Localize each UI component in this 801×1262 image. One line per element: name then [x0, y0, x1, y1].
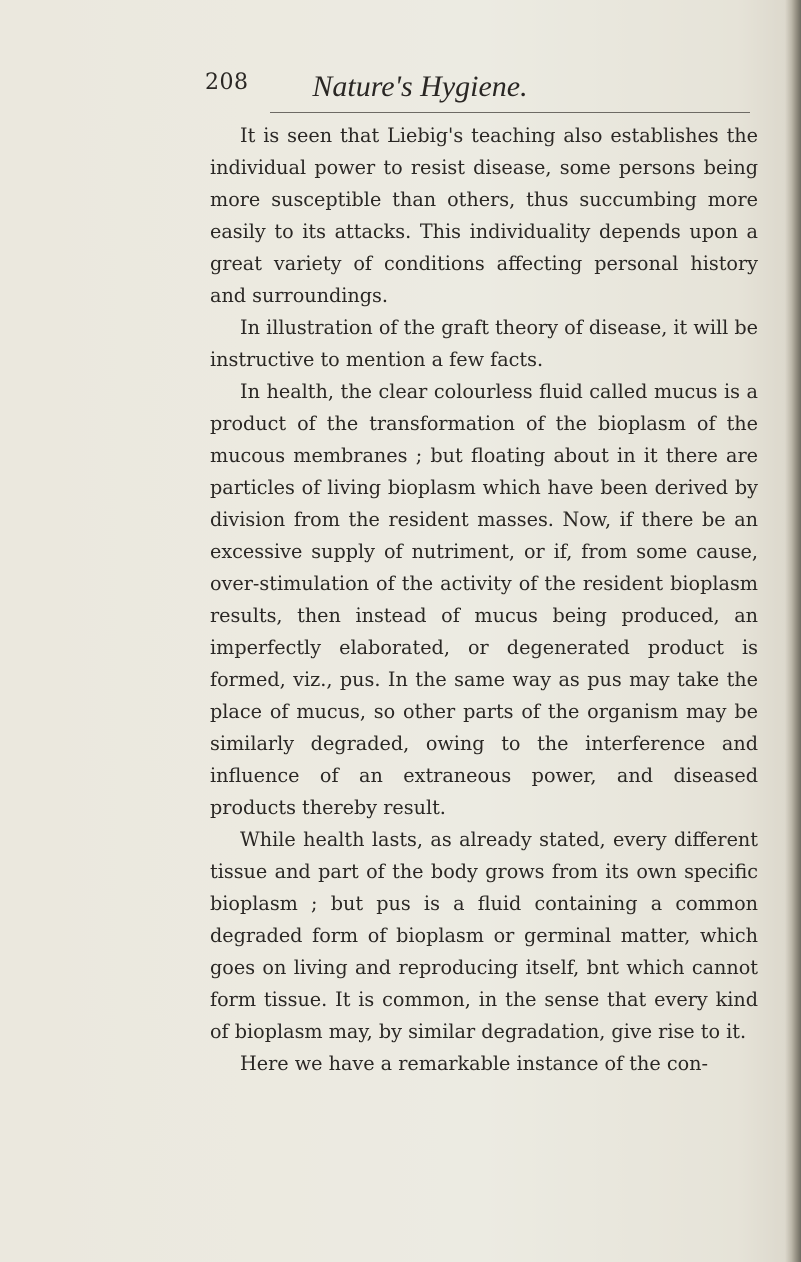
- paragraph-continuation: Here we have a remarkable instance of the con-: [240, 1052, 708, 1075]
- page-header: [205, 70, 635, 110]
- paragraph-mucus: In health, the clear colourless fluid called mucus is a product of the transformation of the bioplasm of the mucous membranes ; but floating about in it there are particles of living bioplasm which have been derived by division from the resident masses. Now, if there be an excessive supply of nutriment, or if, from some cause, over-stimulation of the activity of the resident bioplasm results, then instead of mucus being produced, an imperfectly elaborated, or degenerated product is formed, viz., pus. In the same way as pus may take the place of mucus, so other parts of the organism may be similarly degraded, owing to the interference and influence of an extraneous power, and diseased products thereby result.: [210, 380, 758, 819]
- header-rule: [270, 112, 750, 113]
- page-binding-edge: [785, 0, 801, 1262]
- paragraph-individuality: It is seen that Liebig's teaching also establishes the individual power to resist disease, some persons being more susceptible than others, thus succumbing more easily to its attacks. This individuality depends upon a great variety of conditions affecting personal history and surroundings.: [210, 124, 758, 307]
- paragraph-pus: While health lasts, as already stated, every different tissue and part of the body grows from its own specific bioplasm ; but pus is a fluid containing a common degraded form of bioplasm or germinal matter, which goes on living and reproducing itself, bnt which cannot form tissue. It is common, in the sense that every kind of bioplasm may, by similar degradation, give rise to it.: [210, 828, 758, 1043]
- paragraph-graft-theory: In illustration of the graft theory of disease, it will be instructive to mention a few facts.: [210, 316, 758, 371]
- body-text: [210, 120, 758, 1080]
- page-number: 208: [205, 70, 249, 95]
- running-title: Nature's Hygiene.: [312, 70, 528, 103]
